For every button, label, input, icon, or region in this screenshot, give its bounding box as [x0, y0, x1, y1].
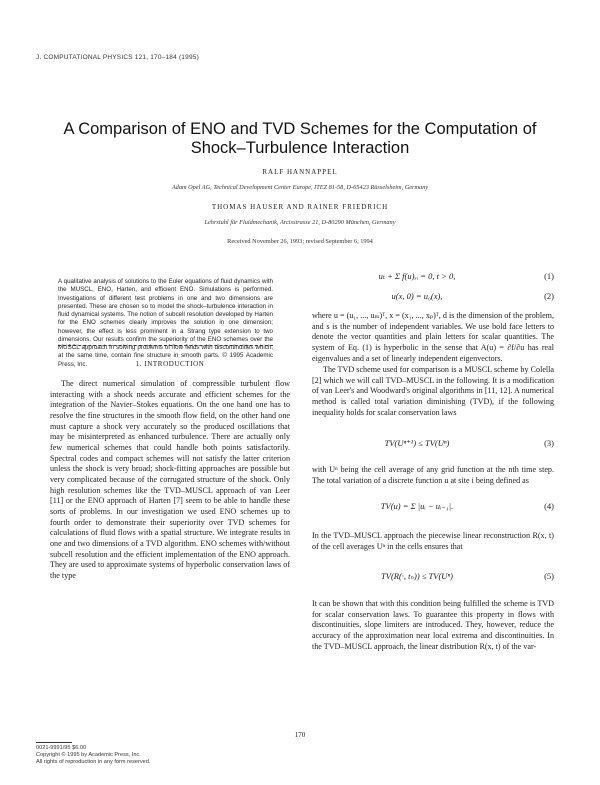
- intro-paragraph: The direct numerical simulation of compressible turbulent flow interacting with a shock needs accurate and efficient schemes for the integration of the Navier–Stokes equations. On the one hand one has to resolve the fine structures in the smooth flow field, on the other hand one must capture a shock very accurately so the produced oscillations that may be misinterpreted as enhanced turbulence. There are actually only few numerical schemes that could handle both points satisfactorily. Spectral codes and compact schemes will not satisfy the latter criterion unless the shock is very broad; shock-fitting approaches are possible but very complicated because of the corrugated structure of the shock. Only high resolution schemes like the TVD–MUSCL approach of van Leer [11] or the ENO approach of Harten [7] seem to be able to handle these sorts of problems. In our investigation we used ENO schemes up to fourth order to demonstrate their superiority over TVD schemes for calculations of fluid flows with a spatial structure. We integrate results in one and two dimensions of a TVD algorithm. ENO schemes with/without subcell resolution and the efficient implementation of the ENO approach. They are used to approximate systems of hyperbolic conservation laws of the type: [50, 379, 290, 580]
- title-line-2: Shock–Turbulence Interaction: [190, 139, 410, 157]
- equation-4-body: TV(u) = Σ |uᵢ − uᵢ₋₁|.: [380, 501, 454, 511]
- footer-copyright: Copyright © 1995 by Academic Press, Inc.: [36, 752, 141, 758]
- abstract: A qualitative analysis of solutions to the Euler equations of fluid dynamics with the MUSCL, ENO, Harten, and efficient ENO. Simulations is performed. Investigations of different test problems in one and two dimensions are presented. These are chosen so to model the shock–turbulence interaction in fluid dynamical systems. The notion of subcell resolution developed by Harten for the ENO schemes clearly improves the solution in one dimension; however, the effect is less prominent in a Strang type extension to two dimensions. Our results confirm the superiority of the ENO schemes over the MUSCL approach in solving problems of flow fields with discontinuities which, at the same time, contain fine structure in smooth parts. © 1995 Academic Press, Inc.: [58, 278, 273, 368]
- title-line-1: A Comparison of ENO and TVD Schemes for the Computation of: [63, 120, 537, 138]
- equation-2: [312, 291, 554, 303]
- equation-3-body: TV(Uⁿ⁺¹) ≤ TV(Uⁿ): [384, 438, 450, 448]
- equation-4-number: (4): [544, 501, 554, 511]
- right-paragraph-1: where u = (u₁, ..., uₘ)ᵀ, x = (x₁, ..., xₚ)ᵀ, d is the dimension of the problem, and s is the number of independent variables. We use bold face letters to denote the vector quantities and plain letters for scalar quantities. The system of Eq. (1) is hyperbolic in the sense that A(u) = ∂f/∂u has real eigenvalues and a set of linearly independent eigenvectors.: [312, 311, 554, 363]
- running-head: J. COMPUTATIONAL PHYSICS 121, 170–184 (1995): [36, 54, 199, 61]
- equation-3: [312, 438, 554, 450]
- section-heading: 1. INTRODUCTION: [135, 360, 205, 368]
- footer-issn: 0021-9991/95 $6.00: [36, 745, 87, 751]
- abstract-rule: [58, 345, 273, 346]
- right-paragraph-2: The TVD scheme used for comparison is a MUSCL scheme by Colella [2] which we will call TVD–MUSCL in the following. It is a modification of van Leer's and Woodward's original algorithms in [11, 12]. A numerical method is called total variation diminishing (TVD), if the following inequality holds for scalar conservation laws: [312, 365, 554, 417]
- equation-5-body: TV(R(·, tₙ)) ≤ TV(Uⁿ): [381, 571, 453, 581]
- affiliation-2: Lehrstuhl für Fluidmechanik, Arcisstrasse 21, D-80290 München, Germany: [204, 219, 396, 226]
- equation-2-body: u(x, 0) = u₀(x),: [391, 291, 443, 301]
- right-paragraph-3: with Uⁿ being the cell average of any grid function at the nth time step. The total variation of a discrete function u at site i being defined as: [312, 465, 554, 485]
- received-date: Received November 26, 1993; revised September 6, 1994: [227, 238, 373, 245]
- equation-1-body: uₜ + Σ f(u)ₓᵢ = 0, t > 0,: [378, 271, 456, 281]
- equation-3-number: (3): [544, 438, 554, 448]
- equation-1-number: (1): [544, 271, 554, 281]
- page-number: 170: [294, 731, 306, 739]
- equation-4: [312, 501, 554, 513]
- right-paragraph-5: It can be shown that with this condition being fulfilled the scheme is TVD for scalar conservation laws. To guarantee this property in flows with discontinuities, slope limiters are introduced. They, however, reduce the accuracy of the approximation near local extrema and discontinuities. In the TVD–MUSCL approach, the linear distribution R(x, t) of the var-: [312, 599, 554, 651]
- left-column: [50, 379, 290, 581]
- equation-1: [312, 271, 554, 283]
- right-paragraph-4: In the TVD–MUSCL approach the piecewise linear reconstruction R(x, t) of the cell averages Uⁿ in the cells ensures that: [312, 531, 554, 551]
- equation-5-number: (5): [544, 571, 554, 581]
- equation-5: [312, 571, 554, 583]
- equation-2-number: (2): [544, 291, 554, 301]
- footer-rule: [36, 742, 72, 743]
- author-1: RALF HANNAPPEL: [262, 168, 338, 176]
- author-2: THOMAS HAUSER AND RAINER FRIEDRICH: [211, 203, 389, 211]
- affiliation-1: Adam Opel AG, Technical Development Center Europe, ITEZ 81-58, D-65423 Rüsselsheim, Germany: [171, 184, 429, 191]
- paper-title: [0, 120, 600, 158]
- footer-rights: All rights of reproduction in any form reserved.: [36, 759, 151, 765]
